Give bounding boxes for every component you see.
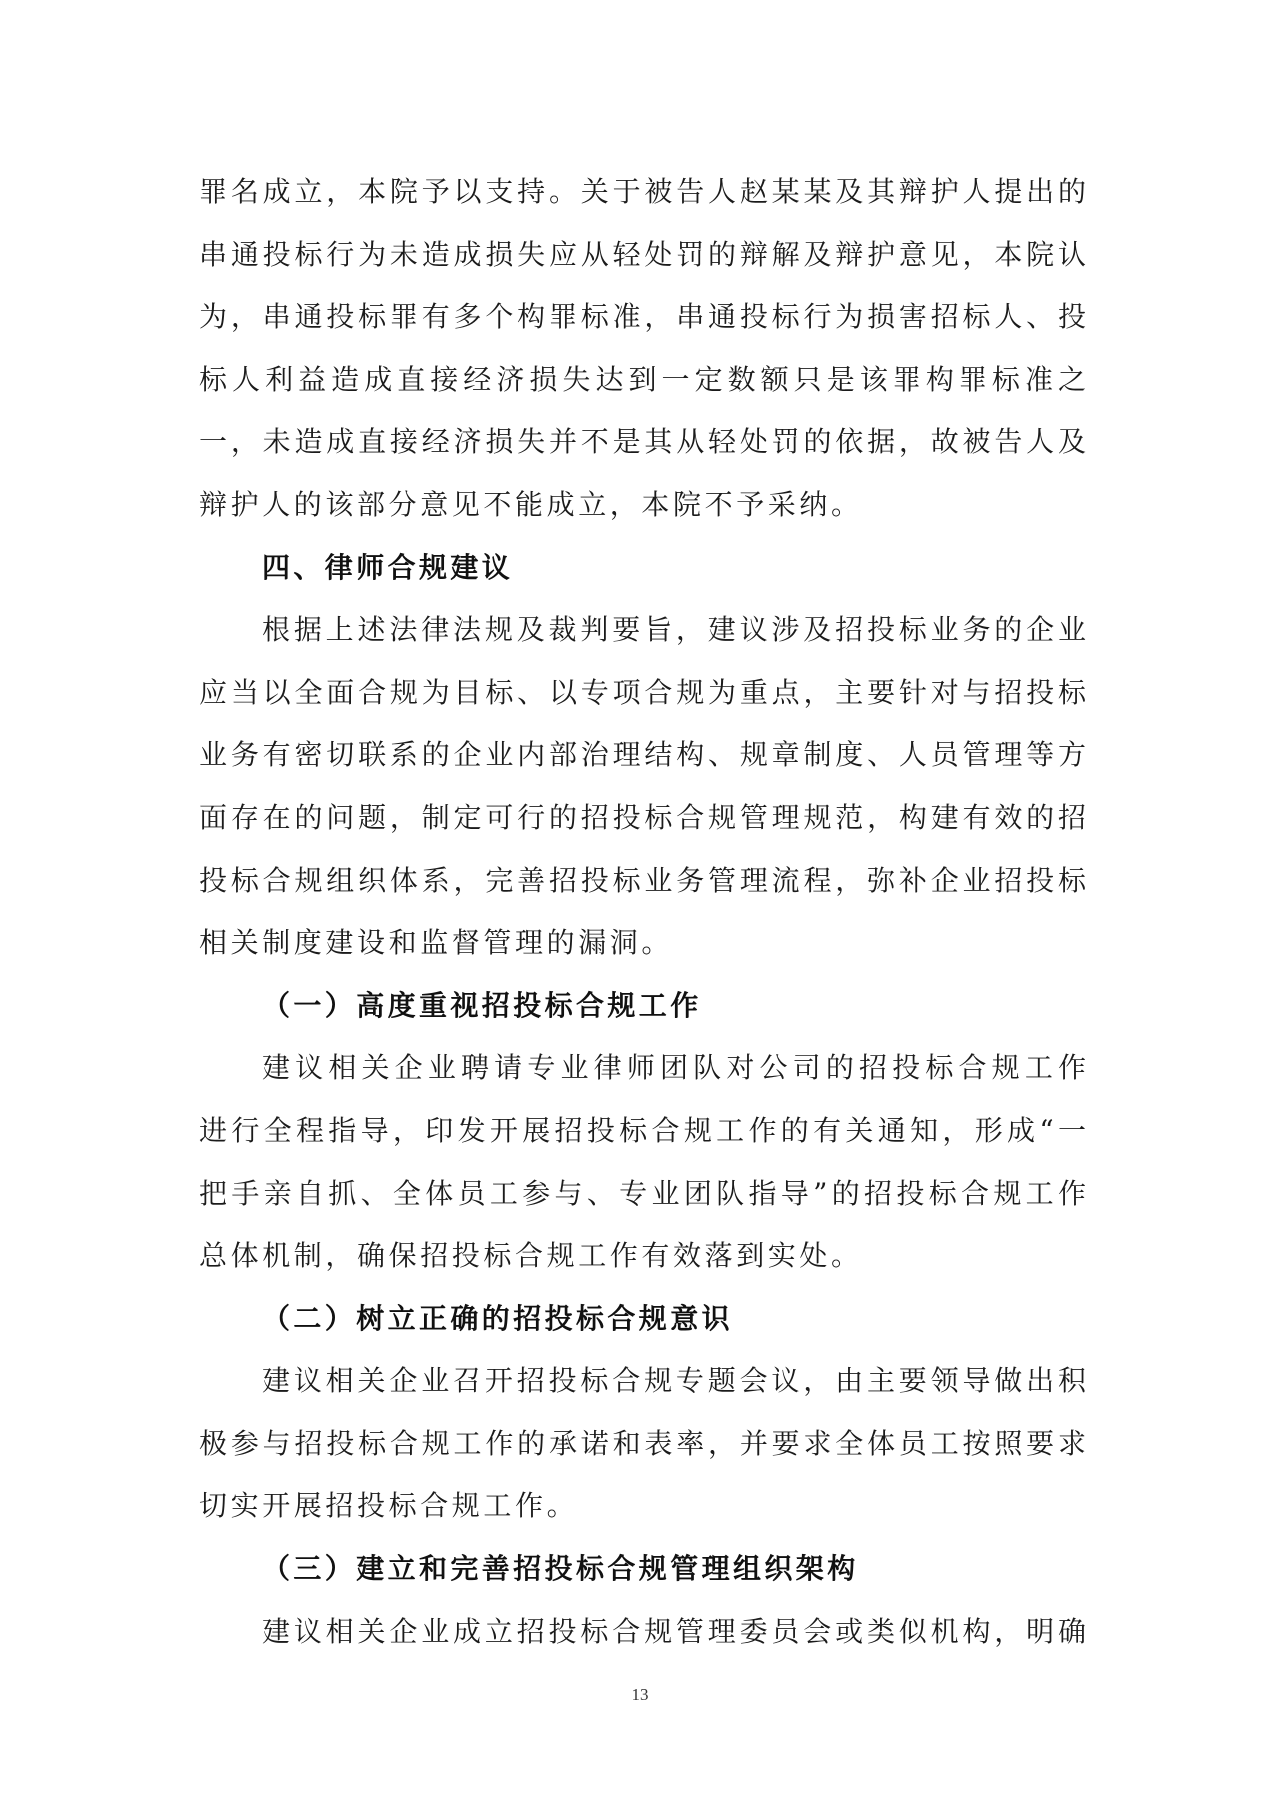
section-heading: 四、律师合规建议 — [262, 550, 514, 584]
text-line: 辩护人的该部分意见不能成立，本院不予采纳。 — [199, 487, 863, 521]
subsection-heading: （三）建立和完善招投标合规管理组织架构 — [262, 1552, 859, 1586]
subsection-heading: （一）高度重视招投标合规工作 — [262, 988, 702, 1022]
subsection-1 — [199, 975, 1086, 1288]
text-line: 根据上述法律法规及裁判要旨，建议涉及招投标业务的企业 — [262, 613, 1086, 647]
document-body — [199, 161, 1086, 1663]
paragraph-intro — [199, 599, 1086, 975]
text-line: 建议相关企业成立招投标合规管理委员会或类似机构，明确 — [262, 1614, 1086, 1648]
page-number: 13 — [631, 1685, 649, 1704]
text-line: 建议相关企业聘请专业律师团队对公司的招投标合规工作 — [262, 1051, 1086, 1085]
text-line: 业务有密切联系的企业内部治理结构、规章制度、人员管理等方 — [199, 738, 1086, 772]
paragraph-continuation — [199, 161, 1086, 537]
text-line: 投标合规组织体系，完善招投标业务管理流程，弥补企业招投标 — [199, 863, 1086, 897]
text-line: 建议相关企业召开招投标合规专题会议，由主要领导做出积 — [262, 1364, 1086, 1398]
text-line: 面存在的问题，制定可行的招投标合规管理规范，构建有效的招 — [199, 800, 1086, 834]
text-line: 标人利益造成直接经济损失达到一定数额只是该罪构罪标准之 — [199, 362, 1086, 396]
text-line: 极参与招投标合规工作的承诺和表率，并要求全体员工按照要求 — [199, 1426, 1086, 1460]
text-line: 应当以全面合规为目标、以专项合规为重点，主要针对与招投标 — [199, 675, 1086, 709]
text-line: 进行全程指导，印发开展招投标合规工作的有关通知，形成“一 — [199, 1113, 1086, 1147]
text-line: 切实开展招投标合规工作。 — [199, 1489, 579, 1523]
text-line: 把手亲自抓、全体员工参与、专业团队指导”的招投标合规工作 — [199, 1176, 1086, 1210]
subsection-heading: （二）树立正确的招投标合规意识 — [262, 1301, 734, 1335]
text-line: 总体机制，确保招投标合规工作有效落到实处。 — [199, 1239, 863, 1273]
text-line: 罪名成立，本院予以支持。关于被告人赵某某及其辩护人提出的 — [199, 175, 1086, 208]
subsection-2 — [199, 1288, 1086, 1538]
subsection-3 — [199, 1538, 1086, 1663]
text-line: 串通投标行为未造成损失应从轻处罚的辩解及辩护意见，本院认 — [199, 237, 1086, 271]
text-line: 为，串通投标罪有多个构罪标准，串通投标行为损害招标人、投 — [199, 300, 1086, 334]
text-line: 一，未造成直接经济损失并不是其从轻处罚的依据，故被告人及 — [199, 425, 1086, 459]
text-line: 相关制度建设和监督管理的漏洞。 — [199, 926, 674, 960]
